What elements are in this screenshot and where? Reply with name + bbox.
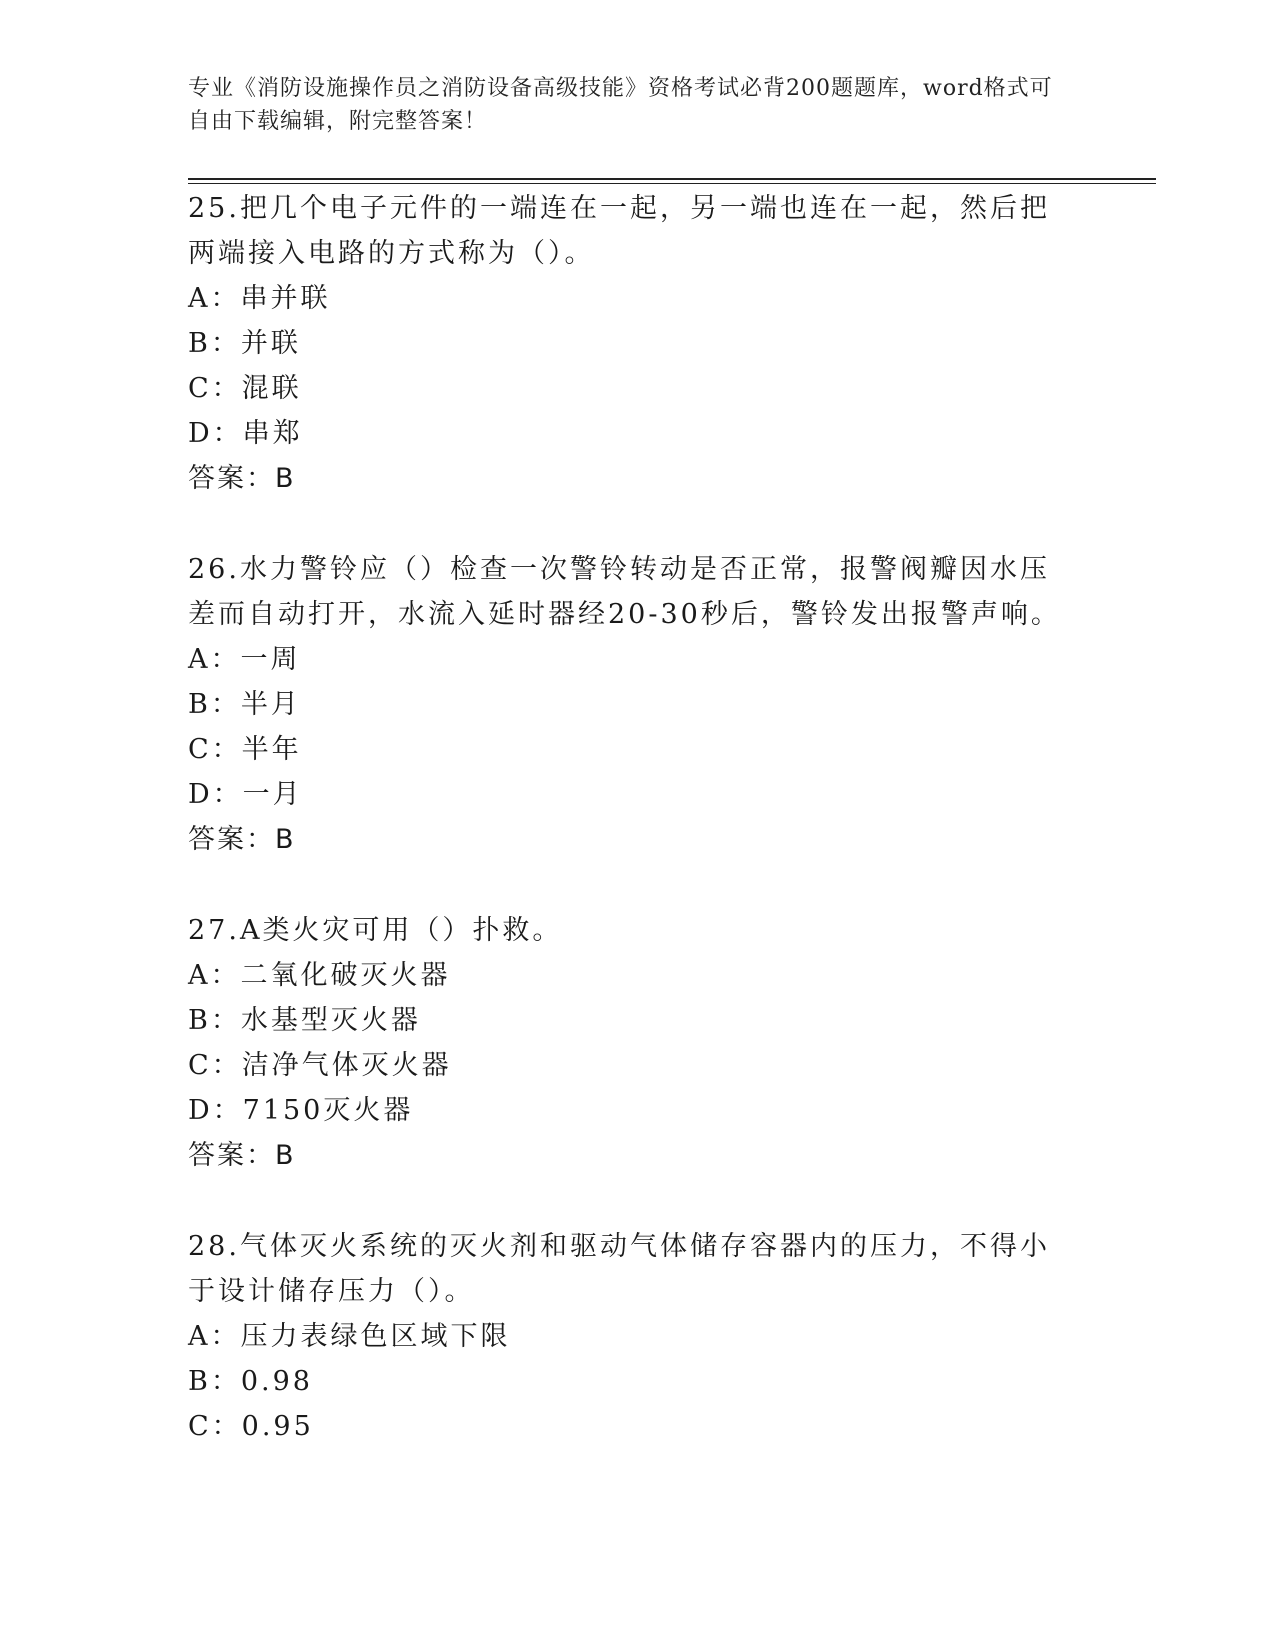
answer: 答案：B — [188, 824, 296, 855]
option-b: B：半月 — [188, 689, 301, 720]
option-a: A：压力表绿色区域下限 — [188, 1321, 511, 1352]
option-d: D：7150灭火器 — [188, 1095, 414, 1126]
option-b: B：并联 — [188, 328, 301, 359]
option-d: D：串郑 — [188, 418, 303, 449]
option-a: A：二氧化破灭火器 — [188, 960, 451, 991]
option-c: C：洁净气体灭火器 — [188, 1050, 452, 1081]
question-stem: 26.水力警铃应（）检查一次警铃转动是否正常，报警阀瓣因水压差而自动打开，水流入延时器经20-30秒后，警铃发出报警声响。 — [188, 554, 1061, 630]
question-stem: 28.气体灭火系统的灭火剂和驱动气体储存容器内的压力，不得小于设计储存压力（）。 — [188, 1231, 1050, 1307]
option-a: A：串并联 — [188, 283, 331, 314]
option-c: C：半年 — [188, 734, 302, 765]
option-b: B：水基型灭火器 — [188, 1005, 421, 1036]
question-list — [188, 186, 1088, 1449]
option-b: B：0.98 — [188, 1366, 313, 1397]
question-28 — [188, 1224, 1088, 1449]
document-header: 专业《消防设施操作员之消防设备高级技能》资格考试必背200题题库，word格式可自由下载编辑，附完整答案！ — [188, 76, 1053, 134]
header-divider-thin — [188, 183, 1156, 184]
option-c: C：0.95 — [188, 1411, 314, 1442]
question-25 — [188, 186, 1088, 501]
question-stem: 25.把几个电子元件的一端连在一起，另一端也连在一起，然后把两端接入电路的方式称为（）。 — [188, 193, 1050, 269]
question-27 — [188, 908, 1088, 1178]
question-26 — [188, 547, 1088, 862]
answer: 答案：B — [188, 463, 296, 494]
option-c: C：混联 — [188, 373, 302, 404]
option-a: A：一周 — [188, 644, 301, 675]
header-divider-thick — [188, 178, 1156, 180]
question-stem: 27.A类火灾可用（）扑救。 — [188, 915, 563, 946]
answer: 答案：B — [188, 1140, 296, 1171]
option-d: D：一月 — [188, 779, 303, 810]
